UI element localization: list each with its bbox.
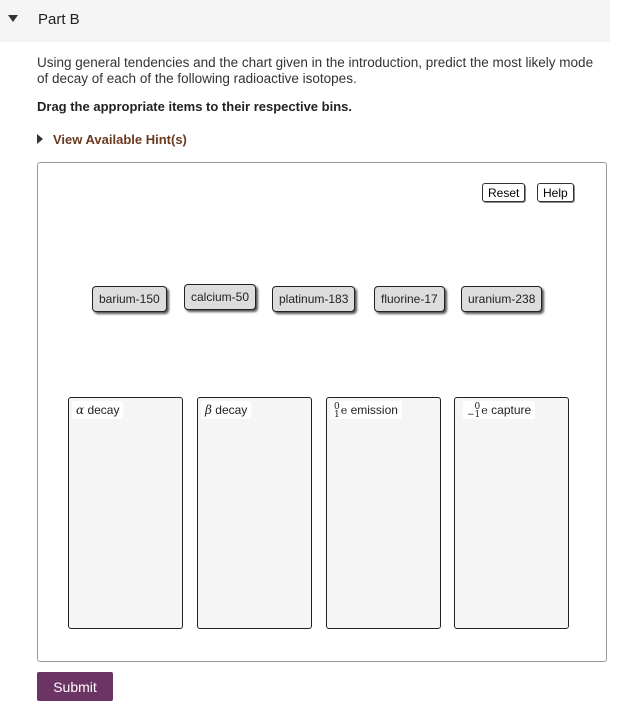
- draggable-item[interactable]: platinum-183: [272, 286, 355, 312]
- bin-label-text: decay: [87, 403, 120, 417]
- part-header[interactable]: [0, 0, 610, 42]
- bin-label-text: capture: [491, 403, 532, 417]
- bin-label-text: emission: [350, 403, 398, 417]
- charge-number: −1: [467, 409, 481, 420]
- bin-label: [72, 401, 123, 419]
- question-text: Using general tendencies and the chart given in the introduction, predict the most likely mode of decay of each of the following radioactive isotopes.: [37, 55, 594, 86]
- charge-number: 1: [334, 409, 340, 420]
- draggable-item[interactable]: fluorine-17: [374, 286, 445, 312]
- alpha-symbol: α: [76, 403, 85, 417]
- reset-button[interactable]: Reset: [482, 183, 525, 202]
- nuclide-notation: [467, 403, 480, 419]
- bin-alpha-decay[interactable]: [68, 397, 183, 629]
- instruction-text: Drag the appropriate items to their respective bins.: [37, 99, 352, 114]
- mass-number: 0: [334, 401, 340, 412]
- bin-beta-decay[interactable]: [197, 397, 312, 629]
- bin-electron-capture[interactable]: [454, 397, 569, 629]
- expand-arrow-icon: [37, 134, 43, 144]
- beta-symbol: β: [205, 403, 212, 417]
- draggable-item[interactable]: calcium-50: [184, 284, 256, 310]
- draggable-item[interactable]: uranium-238: [461, 286, 542, 312]
- help-button[interactable]: Help: [537, 183, 574, 202]
- mass-number: 0: [474, 401, 481, 412]
- bin-positron-emission[interactable]: [326, 397, 441, 629]
- draggable-item[interactable]: barium-150: [92, 286, 167, 312]
- part-title: Part B: [38, 11, 80, 28]
- bin-label: [463, 401, 535, 419]
- particle-symbol: e: [340, 404, 348, 417]
- bin-label: [201, 401, 251, 419]
- particle-symbol: e: [481, 404, 488, 417]
- bin-label-text: decay: [215, 403, 248, 417]
- bin-label: [330, 401, 402, 419]
- drag-drop-area: [37, 162, 607, 662]
- hint-label: View Available Hint(s): [53, 132, 187, 147]
- submit-button[interactable]: Submit: [37, 672, 113, 701]
- nuclide-notation: [334, 403, 340, 419]
- collapse-triangle-icon[interactable]: [8, 15, 18, 22]
- view-hints-link[interactable]: [37, 132, 187, 147]
